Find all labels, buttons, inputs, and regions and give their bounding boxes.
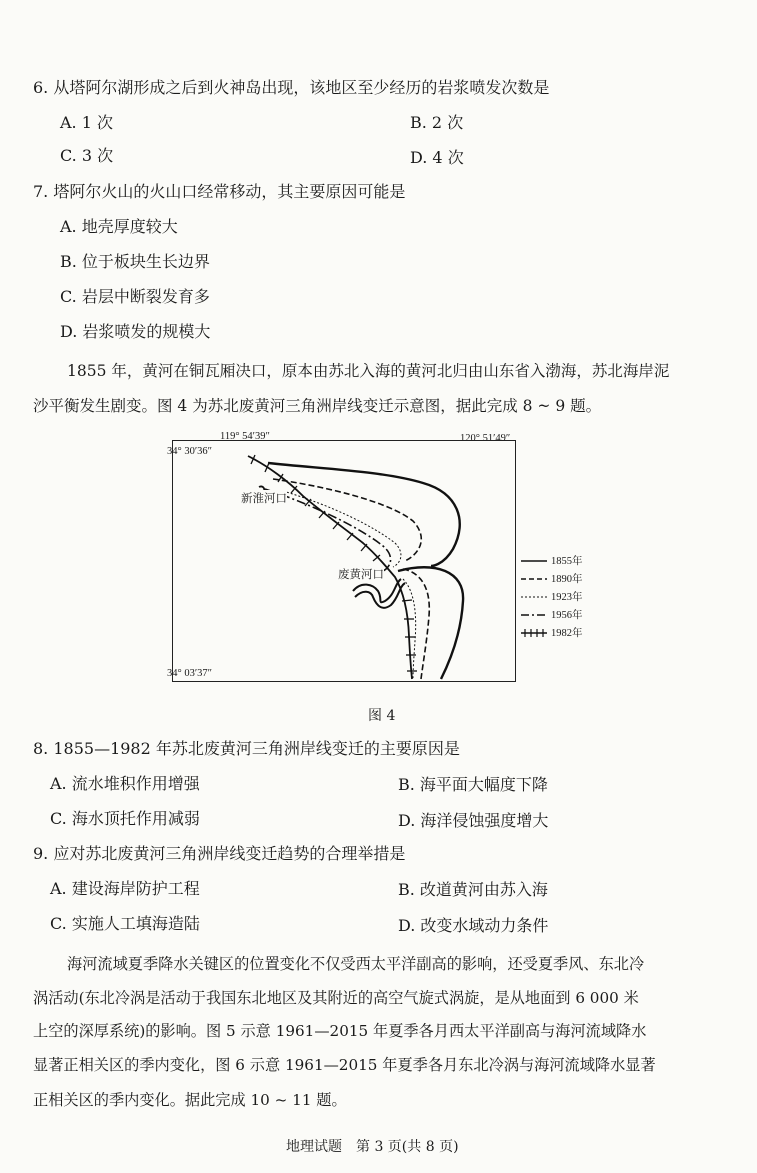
passage2-line4: 显著正相关区的季内变化，图 6 示意 1961—2015 年夏季各月东北冷涡与海河流域降水显著 [33,1056,656,1074]
q7-option-d: D. 岩浆喷发的规模大 [60,322,211,341]
label-xinhuai-river-mouth: 新淮河口 [241,491,287,505]
coastline-map [173,441,515,681]
passage1-line1: 1855 年，黄河在铜瓦厢决口，原本由苏北入海的黄河北归由山东省入渤海，苏北海岸泥 [67,362,670,380]
q6-stem: 6. 从塔阿尔湖形成之后到火神岛出现，该地区至少经历的岩浆喷发次数是 [33,78,550,97]
legend-label-1855: 1855年 [551,556,583,567]
q8-option-a: A. 流水堆积作用增强 [50,774,200,793]
q9-option-c: C. 实施人工填海造陆 [50,914,200,933]
coastline-1890-north [273,479,421,561]
coastline-1982-ticks [251,455,417,671]
legend-item-1982 [521,625,601,641]
coastline-1855-north [268,463,460,566]
q8-stem: 8. 1855—1982 年苏北废黄河三角洲岸线变迁的主要原因是 [33,739,460,758]
legend-label-1923: 1923年 [551,592,583,603]
q8-option-c: C. 海水顶托作用减弱 [50,809,200,828]
legend-item-1855 [521,553,601,569]
q7-option-b: B. 位于板块生长边界 [60,252,210,271]
coastline-1890-south [403,569,429,679]
coord-bottom-latitude: 34° 03′37″ [167,668,212,679]
passage2-line3: 上空的深厚系统)的影响。图 5 示意 1961—2015 年夏季各月西太平洋副高与海河流域降水 [33,1022,647,1040]
coord-top-latitude: 34° 30′36″ [167,446,212,457]
legend-label-1982: 1982年 [551,628,583,639]
passage2-line5: 正相关区的季内变化。据此完成 10 ~ 11 题。 [33,1091,347,1109]
q8-option-b: B. 海平面大幅度下降 [398,775,548,794]
q9-option-b: B. 改道黄河由苏入海 [398,880,548,899]
legend-label-1890: 1890年 [551,574,583,585]
legend-item-1956 [521,607,601,623]
legend-label-1956: 1956年 [551,610,583,621]
q7-option-c: C. 岩层中断裂发育多 [60,287,210,306]
label-feihuang-river-mouth: 废黄河口 [338,567,384,581]
legend-item-1923 [521,589,601,605]
q6-option-a: A. 1 次 [60,113,113,132]
figure-4-caption: 图 4 [368,708,396,724]
feihuang-river-bank-1 [353,579,401,602]
q9-option-d: D. 改变水域动力条件 [398,916,549,935]
q6-option-c: C. 3 次 [60,146,114,165]
q9-stem: 9. 应对苏北废黄河三角洲岸线变迁趋势的合理举措是 [33,844,406,863]
q9-option-a: A. 建设海岸防护工程 [50,879,200,898]
passage1-line2: 沙平衡发生剧变。图 4 为苏北废黄河三角洲岸线变迁示意图，据此完成 8 ~ 9 题。 [33,397,602,415]
passage2-line1: 海河流域夏季降水关键区的位置变化不仅受西太平洋副高的影响，还受夏季风、东北冷 [67,955,645,973]
figure-4-map [172,440,516,682]
legend-item-1890 [521,571,601,587]
coord-top-right-longitude: 120° 51′49″ [460,433,511,444]
q6-option-d: D. 4 次 [410,148,464,167]
coord-top-left-longitude: 119° 54′39″ [220,431,270,442]
page-footer: 地理试题 第 3 页(共 8 页) [286,1139,459,1155]
passage2-line2: 涡活动(东北冷涡是活动于我国东北地区及其附近的高空气旋式涡旋，是从地面到 6 000 米 [33,989,639,1007]
q7-option-a: A. 地壳厚度较大 [60,217,178,236]
q7-stem: 7. 塔阿尔火山的火山口经常移动，其主要原因可能是 [33,182,406,201]
q6-option-b: B. 2 次 [410,113,464,132]
q8-option-d: D. 海洋侵蚀强度增大 [398,811,549,830]
